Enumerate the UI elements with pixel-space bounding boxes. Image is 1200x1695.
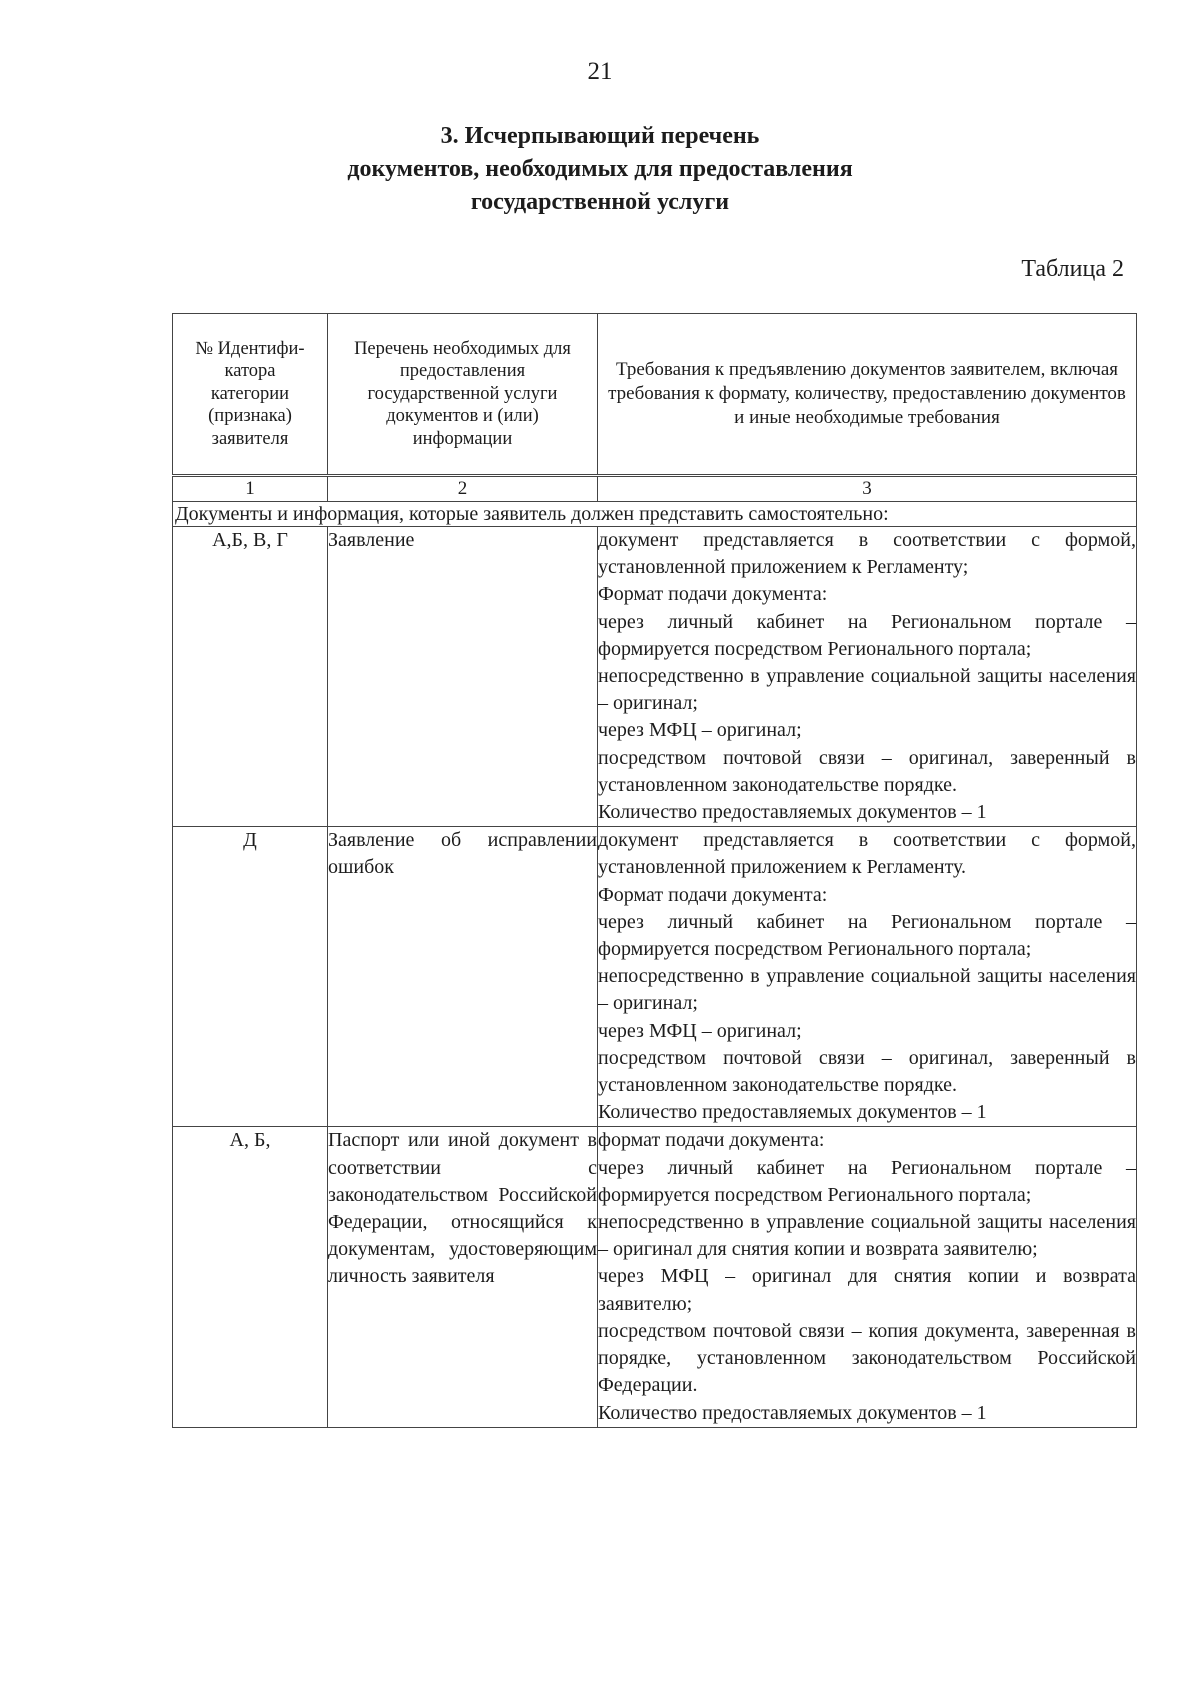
applicant-category-id: Д bbox=[173, 827, 328, 1127]
header-requirements: Требования к предъявлению документов заявителем, включая требования к формату, количеству, предоставлению документов и иные необходимые требования bbox=[598, 314, 1137, 476]
column-number: 3 bbox=[598, 476, 1137, 502]
table-row bbox=[173, 527, 1137, 827]
document-name: Заявление об исправлении ошибок bbox=[328, 827, 598, 1127]
requirement-line: через МФЦ – оригинал; bbox=[598, 719, 802, 742]
table-row bbox=[173, 1127, 1137, 1427]
heading-line-2: документов, необходимых для предоставления bbox=[347, 156, 853, 182]
requirements-cell bbox=[598, 527, 1137, 827]
requirement-line: через личный кабинет на Региональном портале – формируется посредством Регионального портала; bbox=[598, 1156, 1136, 1206]
requirement-line: Количество предоставляемых документов – 1 bbox=[598, 1401, 987, 1424]
header-documents-list: Перечень необходимых для предоставления государственной услуги документов и (или) информации bbox=[328, 314, 598, 476]
table-header-row bbox=[173, 314, 1137, 476]
requirements-cell bbox=[598, 827, 1137, 1127]
requirement-line: посредством почтовой связи – оригинал, заверенный в установленном законодательстве порядке. bbox=[598, 746, 1136, 796]
heading-line-3: государственной услуги bbox=[470, 189, 730, 215]
requirement-line: Количество предоставляемых документов – 1 bbox=[598, 801, 987, 824]
requirement-line: Формат подачи документа: bbox=[598, 883, 828, 906]
requirement-line: через МФЦ – оригинал; bbox=[598, 1019, 802, 1042]
column-number: 2 bbox=[328, 476, 598, 502]
section-heading bbox=[0, 120, 1200, 219]
requirement-line: непосредственно в управление социальной защиты населения – оригинал; bbox=[598, 665, 1136, 715]
applicant-category-id: А,Б, В, Г bbox=[173, 527, 328, 827]
requirements-cell bbox=[598, 1127, 1137, 1427]
requirement-line: документ представляется в соответствии с формой, установленной приложением к Регламенту. bbox=[598, 829, 1136, 879]
table-row bbox=[173, 827, 1137, 1127]
section-row bbox=[173, 502, 1137, 527]
requirement-line: непосредственно в управление социальной защиты населения – оригинал; bbox=[598, 965, 1136, 1015]
table-label: Таблица 2 bbox=[1021, 256, 1124, 282]
section-title: Документы и информация, которые заявитель должен представить самостоятельно: bbox=[173, 502, 1137, 527]
requirement-line: через личный кабинет на Региональном портале – формируется посредством Регионального портала; bbox=[598, 910, 1136, 961]
requirement-line: через МФЦ – оригинал для снятия копии и возврата заявителю; bbox=[598, 1265, 1136, 1315]
requirement-line: через личный кабинет на Региональном портале – формируется посредством Регионального портала; bbox=[598, 610, 1136, 660]
requirement-line: посредством почтовой связи – копия документа, заверенная в порядке, установленном законодательством Российской Федерации. bbox=[598, 1319, 1136, 1397]
requirement-line: Формат подачи документа: bbox=[598, 583, 828, 606]
heading-line-1: 3. Исчерпывающий перечень bbox=[440, 123, 760, 149]
requirement-line: документ представляется в соответствии с формой, установленной приложением к Регламенту; bbox=[598, 529, 1136, 579]
page-number: 21 bbox=[587, 58, 613, 85]
document-name: Паспорт или иной документ в соответствии с законодательством Российской Федерации, относящийся к документам, удостоверяющим личность заявителя bbox=[328, 1127, 598, 1427]
applicant-category-id: А, Б, bbox=[173, 1127, 328, 1427]
document-name: Заявление bbox=[328, 527, 598, 827]
column-number: 1 bbox=[173, 476, 328, 502]
requirement-line: непосредственно в управление социальной защиты населения – оригинал для снятия копии и возврата заявителю; bbox=[598, 1211, 1136, 1261]
column-number-row bbox=[173, 476, 1137, 502]
documents-table bbox=[172, 313, 1137, 1428]
requirement-line: Количество предоставляемых документов – 1 bbox=[598, 1101, 987, 1124]
requirement-line: формат подачи документа: bbox=[598, 1129, 825, 1152]
header-applicant-category: № Идентифи-катора категории (признака) заявителя bbox=[173, 314, 328, 476]
requirement-line: посредством почтовой связи – оригинал, заверенный в установленном законодательстве порядке. bbox=[598, 1046, 1136, 1097]
